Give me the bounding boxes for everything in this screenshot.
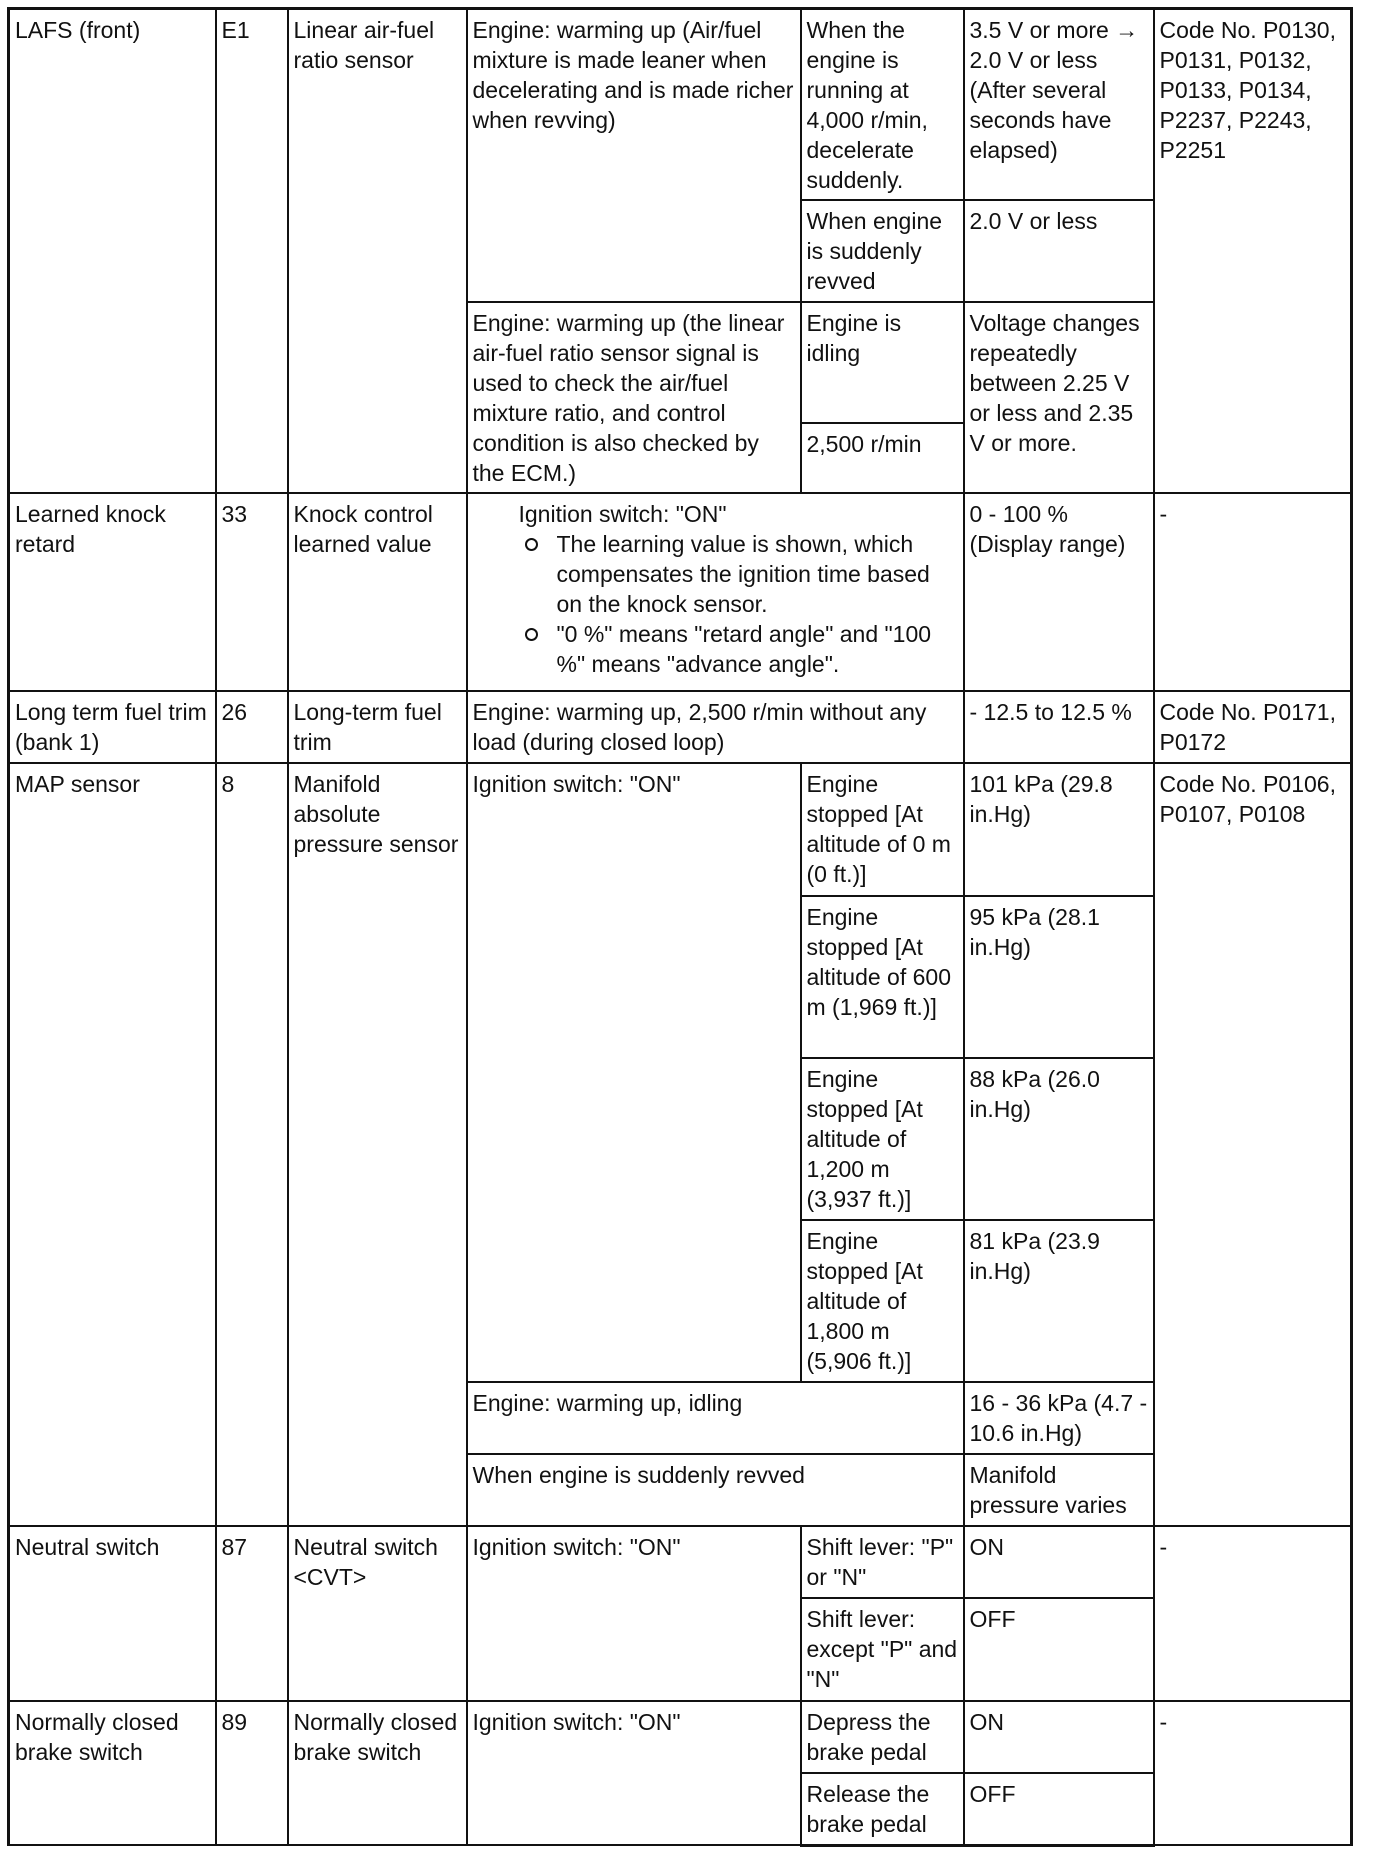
condition-heading: Ignition switch: "ON" bbox=[518, 501, 727, 527]
normal-value-cell: 3.5 V or more → 2.0 V or less (After several seconds have elapsed) bbox=[964, 9, 1154, 201]
item-no-cell: 33 bbox=[216, 493, 288, 691]
list-item: The learning value is shown, which compensates the ignition time based on the knock sensor. bbox=[523, 529, 958, 619]
item-cell: Normally closed brake switch bbox=[9, 1701, 216, 1845]
table-row bbox=[9, 493, 1352, 691]
item-cell: LAFS (front) bbox=[9, 9, 216, 494]
reference-cell: Code No. P0171, P0172 bbox=[1154, 691, 1352, 763]
check-condition-cell: When engine is suddenly revved bbox=[467, 1454, 964, 1526]
normal-value-cell: 2.0 V or less bbox=[964, 200, 1154, 302]
item-cell: MAP sensor bbox=[9, 763, 216, 1526]
table-row bbox=[9, 763, 1352, 896]
check-condition-cell: Engine: warming up, 2,500 r/min without any load (during closed loop) bbox=[467, 691, 964, 763]
check-item-cell: Linear air-fuel ratio sensor bbox=[288, 9, 467, 494]
state-cell: Engine stopped [At altitude of 1,200 m (3,937 ft.)] bbox=[801, 1058, 964, 1220]
normal-value-cell: ON bbox=[964, 1526, 1154, 1598]
reference-cell: - bbox=[1154, 493, 1352, 691]
state-cell: When the engine is running at 4,000 r/min, decelerate suddenly. bbox=[801, 9, 964, 201]
normal-value-cell: 0 - 100 % (Display range) bbox=[964, 493, 1154, 691]
reference-cell: - bbox=[1154, 1701, 1352, 1845]
table-row bbox=[9, 691, 1352, 763]
item-no-cell: 89 bbox=[216, 1701, 288, 1845]
normal-value-cell: ON bbox=[964, 1701, 1154, 1773]
table-row bbox=[9, 1526, 1352, 1598]
check-condition-cell: Engine: warming up (the linear air-fuel ratio sensor signal is used to check the air/fuel mixture ratio, and control condition is also checked by the ECM.) bbox=[467, 302, 801, 493]
item-no-cell: E1 bbox=[216, 9, 288, 494]
item-no-cell: 8 bbox=[216, 763, 288, 1526]
normal-value-cell: Manifold pressure varies bbox=[964, 1454, 1154, 1526]
reference-cell: - bbox=[1154, 1526, 1352, 1701]
table-row bbox=[9, 1701, 1352, 1773]
check-item-cell: Normally closed brake switch bbox=[288, 1701, 467, 1845]
item-no-cell: 26 bbox=[216, 691, 288, 763]
state-cell: Engine stopped [At altitude of 1,800 m (5,906 ft.)] bbox=[801, 1220, 964, 1382]
check-item-cell: Long-term fuel trim bbox=[288, 691, 467, 763]
check-condition-cell: Ignition switch: "ON" bbox=[467, 763, 801, 1382]
check-item-cell: Neutral switch <CVT> bbox=[288, 1526, 467, 1701]
state-cell: Depress the brake pedal bbox=[801, 1701, 964, 1773]
state-cell: Engine stopped [At altitude of 600 m (1,969 ft.)] bbox=[801, 896, 964, 1058]
normal-value-cell: OFF bbox=[964, 1598, 1154, 1701]
state-cell: Engine stopped [At altitude of 0 m (0 ft.)] bbox=[801, 763, 964, 896]
item-no-cell: 87 bbox=[216, 1526, 288, 1701]
state-cell: When engine is suddenly revved bbox=[801, 200, 964, 302]
check-condition-cell: Engine: warming up, idling bbox=[467, 1382, 964, 1454]
check-condition-cell bbox=[467, 493, 964, 691]
table-row bbox=[9, 9, 1352, 201]
bullet-list bbox=[473, 529, 958, 679]
normal-value-cell: 95 kPa (28.1 in.Hg) bbox=[964, 896, 1154, 1058]
normal-value-cell: - 12.5 to 12.5 % bbox=[964, 691, 1154, 763]
state-cell: Shift lever: except "P" and "N" bbox=[801, 1598, 964, 1701]
check-condition-cell: Ignition switch: "ON" bbox=[467, 1526, 801, 1701]
item-cell: Long term fuel trim (bank 1) bbox=[9, 691, 216, 763]
normal-value-cell: OFF bbox=[964, 1773, 1154, 1845]
list-item: "0 %" means "retard angle" and "100 %" means "advance angle". bbox=[523, 619, 958, 679]
item-cell: Learned knock retard bbox=[9, 493, 216, 691]
state-cell: Release the brake pedal bbox=[801, 1773, 964, 1845]
state-cell: Engine is idling bbox=[801, 302, 964, 423]
normal-value-cell: 16 - 36 kPa (4.7 - 10.6 in.Hg) bbox=[964, 1382, 1154, 1454]
state-cell: 2,500 r/min bbox=[801, 423, 964, 493]
normal-value-cell: Voltage changes repeatedly between 2.25 V or less and 2.35 V or more. bbox=[964, 302, 1154, 493]
check-condition-cell: Engine: warming up (Air/fuel mixture is made leaner when decelerating and is made richer when revving) bbox=[467, 9, 801, 303]
check-item-cell: Manifold absolute pressure sensor bbox=[288, 763, 467, 1526]
state-cell: Shift lever: "P" or "N" bbox=[801, 1526, 964, 1598]
check-item-cell: Knock control learned value bbox=[288, 493, 467, 691]
check-condition-cell: Ignition switch: "ON" bbox=[467, 1701, 801, 1845]
reference-cell: Code No. P0106, P0107, P0108 bbox=[1154, 763, 1352, 1526]
normal-value-cell: 88 kPa (26.0 in.Hg) bbox=[964, 1058, 1154, 1220]
normal-value-cell: 81 kPa (23.9 in.Hg) bbox=[964, 1220, 1154, 1382]
normal-value-cell: 101 kPa (29.8 in.Hg) bbox=[964, 763, 1154, 896]
data-list-table bbox=[7, 7, 1353, 1847]
reference-cell: Code No. P0130, P0131, P0132, P0133, P0134, P2237, P2243, P2251 bbox=[1154, 9, 1352, 494]
item-cell: Neutral switch bbox=[9, 1526, 216, 1701]
